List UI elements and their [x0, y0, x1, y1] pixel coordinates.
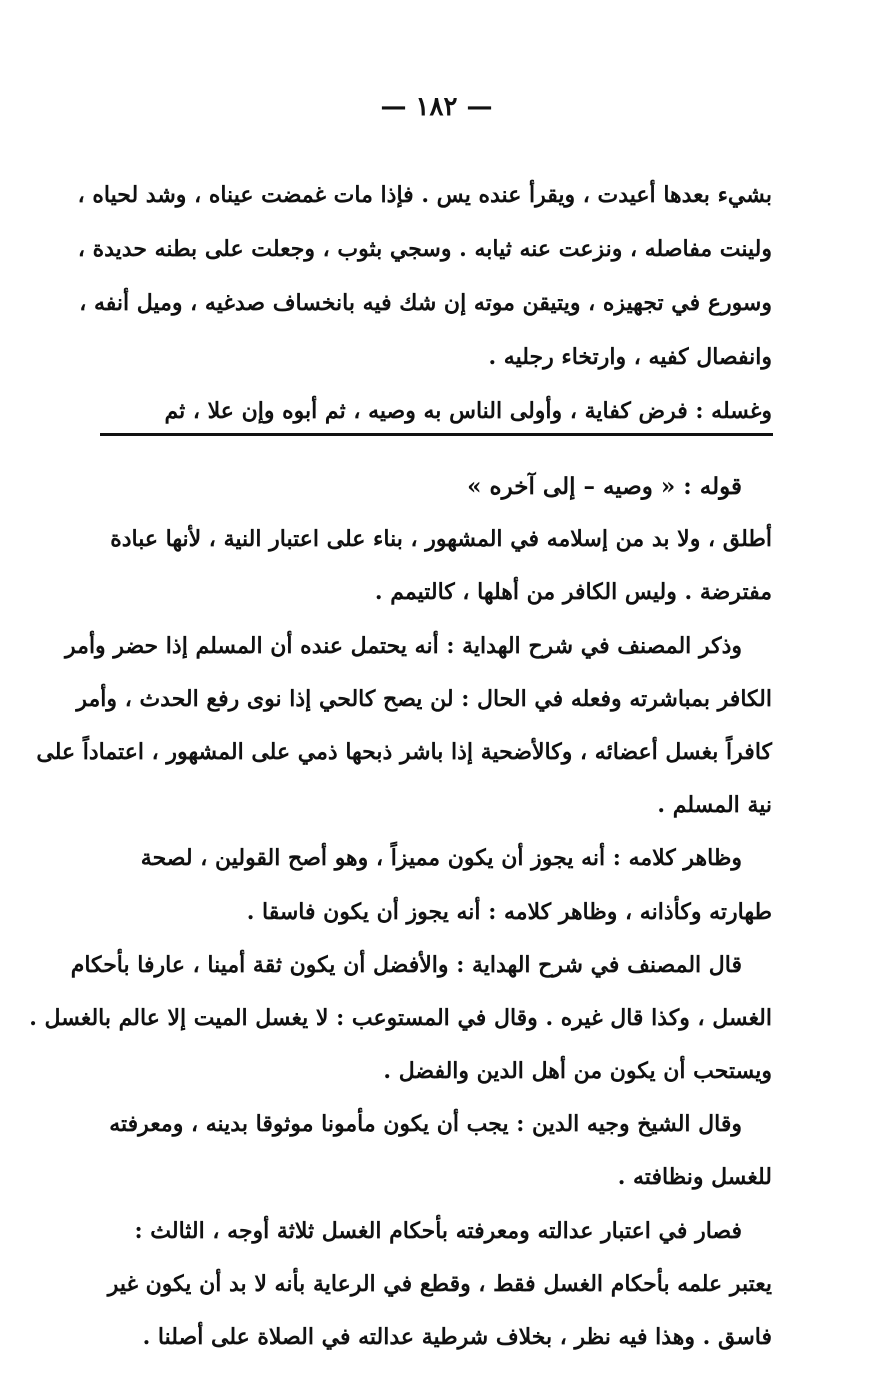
commentary-line: الغسل ، وكذا قال غيره . وقال في المستوعب : لا يغسل الميت إلا عالم بالغسل . [29, 1004, 772, 1031]
main-text-line: بشيء بعدها أعيدت ، ويقرأ عنده يس . فإذا مات غمضت عيناه ، وشد لحياه ، [77, 182, 772, 208]
commentary-line: وذكر المصنف في شرح الهداية : أنه يحتمل عنده أن المسلم إذا حضر وأمر [65, 632, 742, 659]
commentary-line: الكافر بمباشرته وفعله في الحال : لن يصح كالحي إذا نوى رفع الحدث ، وأمر [76, 685, 772, 712]
commentary-line: يعتبر علمه بأحكام الغسل فقط ، وقطع في الرعاية بأنه لا بد أن يكون غير [107, 1270, 772, 1297]
commentary-line: قال المصنف في شرح الهداية : والأفضل أن يكون ثقة أمينا ، عارفا بأحكام [70, 951, 742, 978]
footnote-divider [100, 433, 773, 436]
commentary-line: طهارته وكأذانه ، وظاهر كلامه : أنه يجوز أن يكون فاسقا . [246, 898, 772, 925]
main-text-line: وغسله : فرض كفاية ، وأولى الناس به وصيه ، ثم أبوه وإن علا ، ثم [164, 398, 772, 424]
commentary-line: وقال الشيخ وجيه الدين : يجب أن يكون مأمونا موثوقا بدينه ، ومعرفته [109, 1111, 742, 1138]
commentary-line: نية المسلم . [657, 792, 772, 819]
commentary-line: فاسق . وهذا فيه نظر ، بخلاف شرطية عدالته في الصلاة على أصلنا . [142, 1324, 772, 1350]
commentary-line: كافراً بغسل أعضائه ، وكالأضحية إذا باشر ذبحها ذمي على المشهور ، اعتماداً على [36, 738, 772, 765]
commentary-line: وظاهر كلامه : أنه يجوز أن يكون مميزاً ، وهو أصح القولين ، لصحة [140, 845, 742, 872]
main-text-line: وانفصال كفيه ، وارتخاء رجليه . [488, 344, 772, 370]
main-text [77, 168, 772, 438]
commentary-line: فصار في اعتبار عدالته ومعرفته بأحكام الغسل ثلاثة أوجه ، الثالث : [134, 1217, 742, 1244]
commentary-line: مفترضة . وليس الكافر من أهلها ، كالتيمم . [374, 579, 772, 606]
commentary [29, 460, 772, 1364]
commentary-line: ويستحب أن يكون من أهل الدين والفضل . [383, 1058, 772, 1085]
main-text-line: ولينت مفاصله ، ونزعت عنه ثيابه . وسجي بثوب ، وجعلت على بطنه حديدة ، [77, 236, 772, 262]
page-number: — ١٨٢ — [380, 92, 493, 122]
main-text-line: وسورع في تجهيزه ، ويتيقن موته إن شك فيه بانخساف صدغيه ، وميل أنفه ، [79, 290, 772, 316]
commentary-line: للغسل ونظافته . [617, 1164, 772, 1191]
commentary-heading: قوله : « وصيه – إلى آخره » [467, 473, 742, 500]
commentary-line: أطلق ، ولا بد من إسلامه في المشهور ، بناء على اعتبار النية ، لأنها عبادة [110, 526, 772, 553]
